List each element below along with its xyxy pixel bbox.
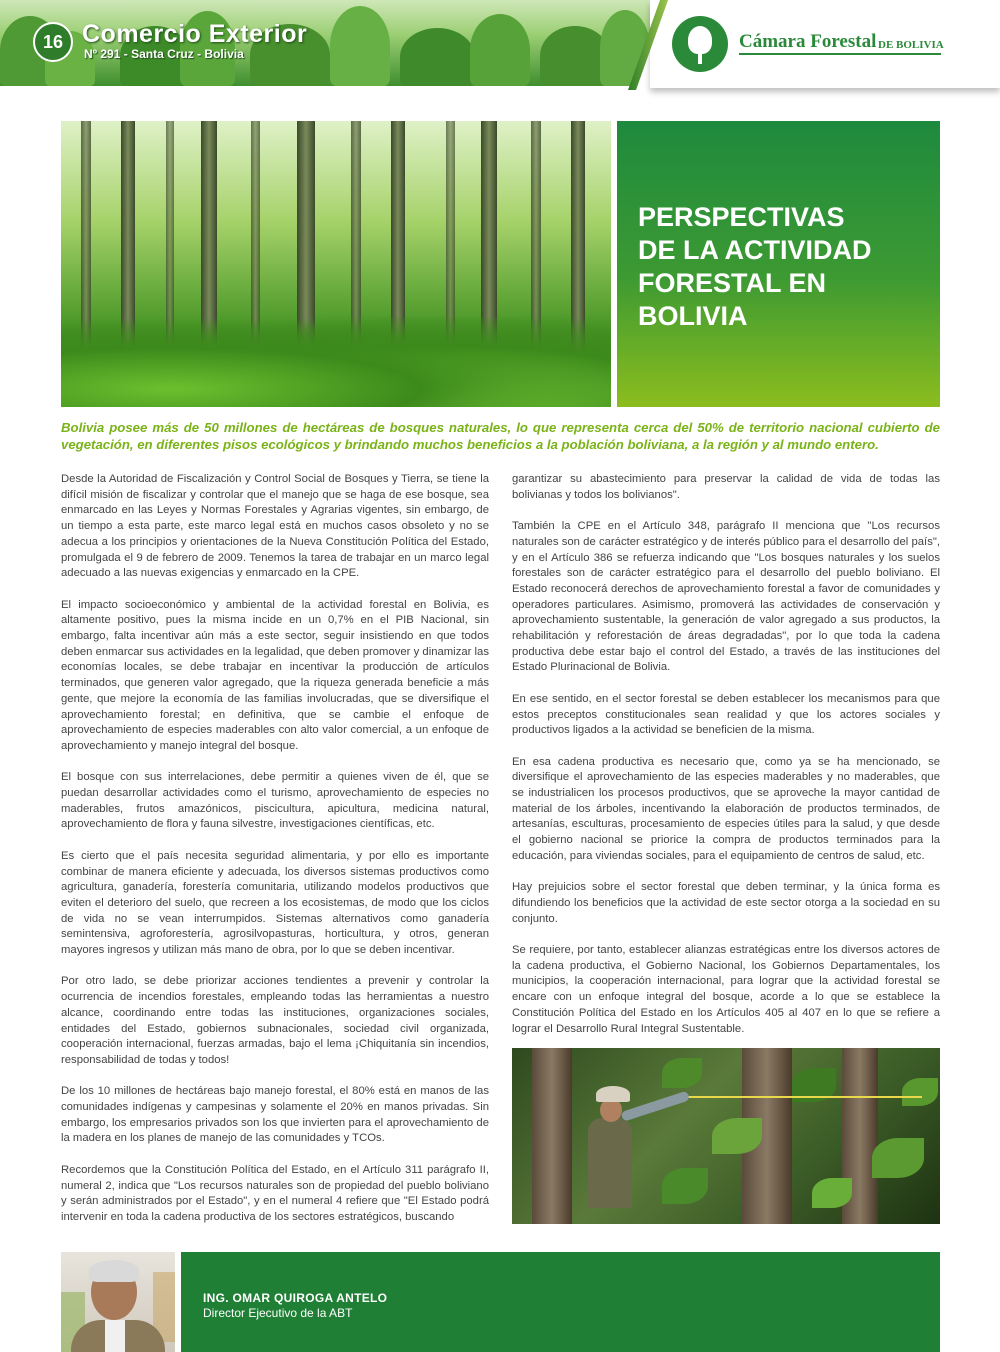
footer-divider	[175, 1252, 181, 1352]
title-panel	[617, 121, 940, 407]
author-role: Director Ejecutivo de la ABT	[203, 1306, 353, 1320]
left-column	[61, 472, 489, 1241]
paragraph: El bosque con sus interrelaciones, debe permitir a quienes viven de él, que se puedan desarrollar actividades como el turismo, aprovechamiento de especies no maderables, frutos amazónicos, piscicultura, apicultura, medicina natural, aprovechamiento de flora y fauna silvestre, investigaciones científicas, etc.	[61, 771, 489, 831]
page-number: 16	[33, 22, 73, 62]
page-header	[0, 0, 1000, 88]
title-line: DE LA ACTIVIDAD	[638, 235, 872, 265]
paragraph: El impacto socioeconómico y ambiental de la actividad forestal en Bolivia, es altamente positivo, pues la misma incide en un 0,7% en el PIB Nacional, sin embargo, falta incentivar aún más a este sector, seguir insistiendo en que todos deben enmarcar sus actividades en la legalidad, que deben promover y dinamizar las economías locales, se debe trabajar en incentivar la producción de artículos terminados, que generen valor agregado, que la riqueza generada beneficie a más gente, que mejore la economía de las familias involucradas, que se diversifique el aprovechamiento forestal; en definitiva, que se cambie el enfoque de aprovechamiento de especies maderables con alto valor comercial, a un enfoque de aprovechamiento y manejo integral del bosque.	[61, 598, 489, 752]
logo-tree-trunk	[698, 50, 702, 64]
title-line: FORESTAL EN	[638, 268, 827, 298]
paragraph: Por otro lado, se debe priorizar acciones tendientes a prevenir y controlar la ocurrencia de incendios forestales, empleando todas las herramientas a nuestro alcance, coordinando entre todas las instituciones, organizaciones sociales, entidades del Estado, gobiernos subnacionales, sociedad civil organizada, cooperación internacional, fuerzas armadas, bajo el lema ¡Chiquitanía sin incendios, responsabilidad de todas y todos!	[61, 975, 489, 1066]
avatar	[61, 1252, 175, 1352]
paragraph: garantizar su abastecimiento para preservar la calidad de vida de todas las bolivianas y todos los bolivianos".	[512, 473, 940, 501]
article-title	[638, 201, 928, 333]
forest-hero-image	[61, 121, 611, 407]
paragraph: También la CPE en el Artículo 348, parágrafo II menciona que "Los recursos naturales son de carácter estratégico y de interés público para el desarrollo del país", y en el Artículo 386 se refuerza indicando que "Los bosques naturales y los suelos forestales son de carácter estratégico para el desarrollo del pueblo boliviano. El Estado reconocerá derechos de aprovechamiento forestal a favor de comunidades y operadores particulares. Asimismo, promoverá las actividades de conservación y aprovechamiento sustentable, la generación de valor agregado a sus productos, la rehabilitación y reforestación de áreas degradadas", por lo que toda la cadena productiva debe estar bajo el control del Estado, a través de las instituciones del Estado Plurinacional de Bolivia.	[512, 520, 940, 674]
article-lead: Bolivia posee más de 50 millones de hectáreas de bosques naturales, lo que representa cerca del 50% de territorio nacional cubierto de vegetación, en diferentes pisos ecológicos y brindando muchos beneficios a la población boliviana, a la región y al mundo entero.	[61, 420, 940, 452]
paragraph: En esa cadena productiva es necesario que, como ya se ha mencionado, se diversifique el aprovechamiento de las especies maderables y no maderables, que se industrialicen los procesos productivos, que se aproveche la mayor cantidad de material de los árboles, incentivando la elaboración de productos terminados, de artesanías, esculturas, procesamiento de especies útiles para la salud, y que desde el gobierno nacional se priorice la compra de productos terminados para la educación, para viviendas sociales, para el equipamiento de centros de salud, etc.	[512, 755, 940, 862]
title-line: BOLIVIA	[638, 301, 748, 331]
section-title: Comercio Exterior	[82, 20, 308, 48]
paragraph: En ese sentido, en el sector forestal se deben establecer los mecanismos para que estos preceptos constitucionales sean realidad y que los actores sociales y productivos ligados a la actividad se beneficien de la misma.	[512, 692, 940, 737]
org-suffix: DE BOLIVIA	[878, 39, 944, 51]
right-column	[512, 472, 940, 1053]
forest-worker-photo	[512, 1048, 940, 1224]
paragraph: Hay prejuicios sobre el sector forestal que deben terminar, y la única forma es difundiendo los beneficios que la actividad de este sector otorga a la sociedad en su conjunto.	[512, 881, 940, 925]
org-underline	[739, 53, 941, 55]
title-line: PERSPECTIVAS	[638, 202, 845, 232]
paragraph: Se requiere, por tanto, establecer alianzas estratégicas entre los diversos actores de la cadena productiva, el Gobierno Nacional, los Gobiernos Departamentales, los municipios, la cooperación internacional, para lograr que la actividad forestal se encare con un enfoque integral del bosque, acorde a lo que se establece la Constitución Política del Estado en los Artículos 405 al 407 en lo que se refiere a lograr el Desarrollo Rural Integral Sustentable.	[512, 944, 940, 1035]
issue-info: Nº 291 - Santa Cruz - Bolivia	[84, 47, 244, 61]
paragraph: De los 10 millones de hectáreas bajo manejo forestal, el 80% está en manos de las comunidades indígenas y campesinas y solamente el 20% en manos privadas. Sin embargo, los empresarios privados son los que invierten para el aprovechamiento de la madera en los planes de manejo de las comunidades y TCOs.	[61, 1085, 489, 1145]
author-name: ING. OMAR QUIROGA ANTELO	[203, 1291, 388, 1305]
paragraph: Recordemos que la Constitución Política del Estado, en el Artículo 311 parágrafo II, numeral 2, indica que "Los recursos naturales son de propiedad del pueblo boliviano y serán administrados por el Estado", y en el numeral 4 refiere que "El Estado podrá intervenir en toda la cadena productiva de los sectores estratégicos, buscando	[61, 1163, 489, 1223]
author-footer	[61, 1252, 940, 1352]
org-name: Cámara Forestal	[739, 31, 877, 52]
paragraph: Desde la Autoridad de Fiscalización y Control Social de Bosques y Tierra, se tiene la difícil misión de fiscalizar y controlar que el manejo que se haga de ese bosque, sea enmarcado en las Leyes y Normas Forestales y Agrarias vigentes, sin embargo, de un tiempo a esta parte, este marco legal está en muchos casos obsoleto y no se adecua a los principios y orientaciones de la Nueva Constitución Política del Estado, promulgada el 9 de febrero de 2009. Tenemos la tarea de trabajar en un marco legal adecuado a las nuevas exigencias y enmarcado en la CPE.	[61, 473, 489, 580]
paragraph: Es cierto que el país necesita seguridad alimentaria, y por ello es importante combinar de manera eficiente y adecuada, los diversos sistemas productivos como agricultura, ganadería, forestería comunitaria, utilizando modelos productivos que eviten el deterioro del suelo, que recreen a los ecosistemas, de modo que los ciclos de vida no se vean interrumpidos. Sistemas alternativos como ganadería semintensiva, agroforestería, agrosilvopasturas, horticultura, y otros, generan mayores ingresos y utilizan más mano de obra, por lo que se deben incentivar.	[61, 849, 489, 957]
